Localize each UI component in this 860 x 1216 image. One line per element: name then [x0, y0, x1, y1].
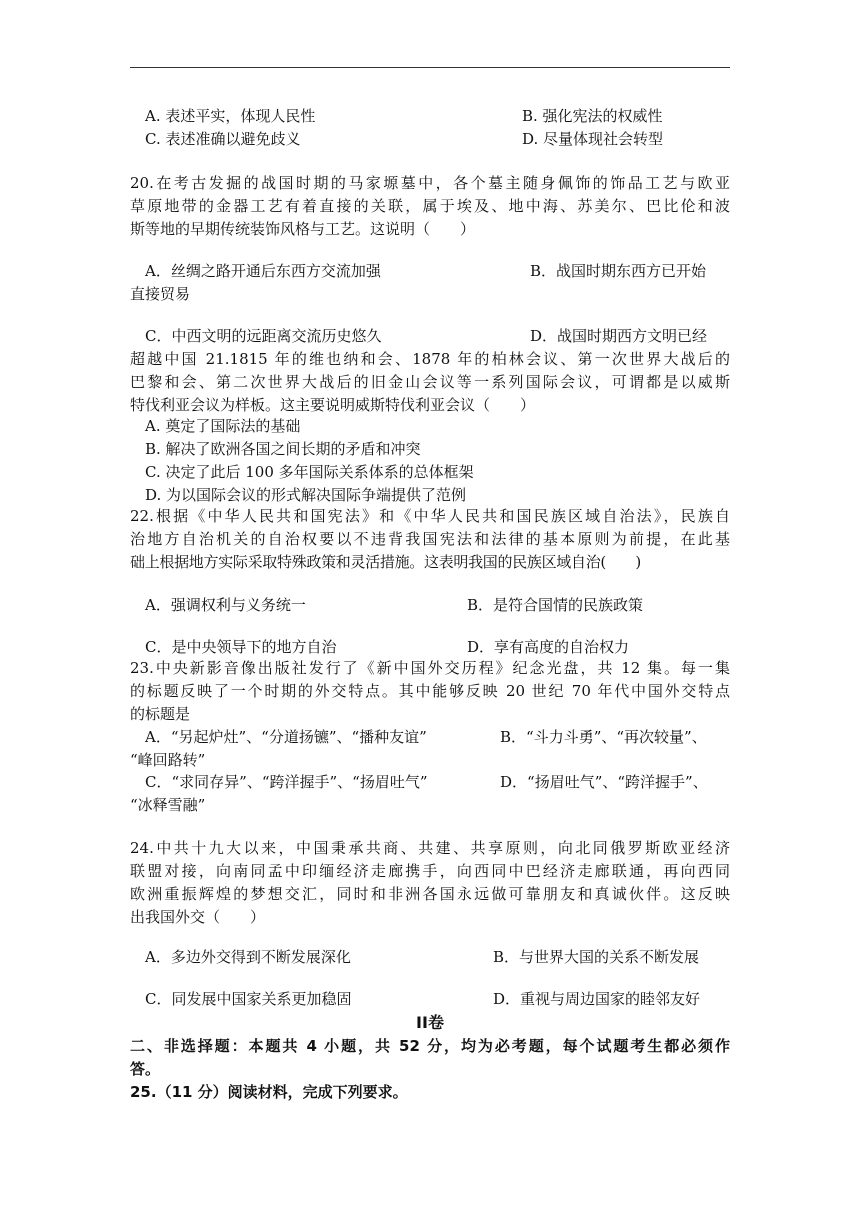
q25-prompt: 25.（11 分）阅读材料，完成下列要求。 [130, 1083, 408, 1101]
q23-stem-line2: 的标题反映了一个时期的外交特点。其中能够反映 20 世纪 70 年代中国外交特点 [130, 682, 730, 700]
q21-stem-line2: 巴黎和会、第二次世界大战后的旧金山会议等一系列国际会议，可谓都是以威斯 [130, 373, 730, 391]
header-rule [130, 67, 730, 68]
q20-option-a: A．丝绸之路开通后东西方交流加强 [145, 262, 381, 280]
section-instruction-line2: 答。 [130, 1060, 161, 1078]
q23-stem-line1: 23.中央新影音像出版社发行了《新中国外交历程》纪念光盘，共 12 集。每一集 [130, 659, 730, 677]
q20-option-b: B．战国时期东西方已开始 [530, 262, 707, 280]
q23-stem-line3: 的标题是 [130, 705, 191, 723]
q19-option-c: C. 表述准确以避免歧义 [145, 130, 301, 148]
q22-option-c: C．是中央领导下的地方自治 [145, 638, 337, 656]
section-instruction-line1: 二、非选择题：本题共 4 小题，共 52 分，均为必考题，每个试题考生都必须作 [130, 1037, 730, 1055]
q22-stem-line3: 础上根据地方实际采取特殊政策和灵活措施。这表明我国的民族区域自治( ) [130, 553, 641, 571]
q24-stem-line2: 联盟对接，向南同孟中印缅经济走廊携手，向西同中巴经济走廊联通，再向西同 [130, 862, 730, 880]
q21-stem-line1: 超越中国 21.1815 年的维也纳和会、1878 年的柏林会议、第一次世界大战后的 [130, 350, 730, 368]
q23-option-a: A．“另起炉灶”、“分道扬镳”、“播种友谊” [145, 728, 427, 746]
q20-stem-line1: 20.在考古发掘的战国时期的马家塬墓中，各个墓主随身佩饰的饰品工艺与欧亚 [130, 174, 730, 192]
q24-stem-line4: 出我国外交（ ） [130, 908, 266, 926]
q20-option-d: D．战国时期西方文明已经 [530, 327, 708, 345]
q22-stem-line1: 22.根据《中华人民共和国宪法》和《中华人民共和国民族区域自治法》，民族自 [130, 507, 730, 525]
q20-option-b-continued: 直接贸易 [130, 285, 191, 303]
q20-option-c: C．中西文明的远距离交流历史悠久 [145, 327, 382, 345]
q24-option-a: A．多边外交得到不断发展深化 [145, 948, 351, 966]
q24-option-c: C．同发展中国家关系更加稳固 [145, 990, 352, 1008]
q22-option-d: D．享有高度的自治权力 [467, 638, 630, 656]
q21-option-d: D. 为以国际会议的形式解决国际争端提供了范例 [145, 486, 467, 504]
q22-stem-line2: 治地方自治机关的自治权要以不违背我国宪法和法律的基本原则为前提，在此基 [130, 530, 730, 548]
q19-option-a: A. 表述平实，体现人民性 [145, 107, 316, 125]
q23-option-c: C．“求同存异”、“跨洋握手”、“扬眉吐气” [145, 773, 428, 791]
q24-stem-line1: 24.中共十九大以来，中国秉承共商、共建、共享原则，向北同俄罗斯欧亚经济 [130, 839, 730, 857]
q21-stem-line3: 特伐利亚会议为样板。这主要说明威斯特伐利亚会议（ ） [130, 396, 536, 414]
q22-option-b: B．是符合国情的民族政策 [467, 596, 644, 614]
q24-option-b: B．与世界大国的关系不断发展 [493, 948, 700, 966]
q23-option-d: D．“扬眉吐气”、“跨洋握手”、 [500, 773, 708, 791]
q24-option-d: D．重视与周边国家的睦邻友好 [493, 990, 701, 1008]
q19-option-b: B. 强化宪法的权威性 [522, 107, 663, 125]
q23-option-b: B．“斗力斗勇”、“再次较量”、 [500, 728, 707, 746]
section-title: II卷 [416, 1013, 444, 1032]
q24-stem-line3: 欧洲重振辉煌的梦想交汇，同时和非洲各国永远做可靠朋友和真诚伙伴。这反映 [130, 885, 730, 903]
q20-stem-line3: 斯等地的早期传统装饰风格与工艺。这说明（ ） [130, 220, 476, 238]
q23-option-d-continued: “冰释雪融” [130, 796, 206, 814]
q22-option-a: A．强调权利与义务统一 [145, 596, 306, 614]
q21-option-b: B. 解决了欧洲各国之间长期的矛盾和冲突 [145, 440, 421, 458]
q21-option-a: A. 奠定了国际法的基础 [145, 417, 301, 435]
q23-option-b-continued: “峰回路转” [130, 751, 206, 769]
q19-option-d: D. 尽量体现社会转型 [522, 130, 664, 148]
q21-option-c: C. 决定了此后 100 多年国际关系体系的总体框架 [145, 463, 474, 481]
q20-stem-line2: 草原地带的金器工艺有着直接的关联，属于埃及、地中海、苏美尔、巴比伦和波 [130, 197, 730, 215]
